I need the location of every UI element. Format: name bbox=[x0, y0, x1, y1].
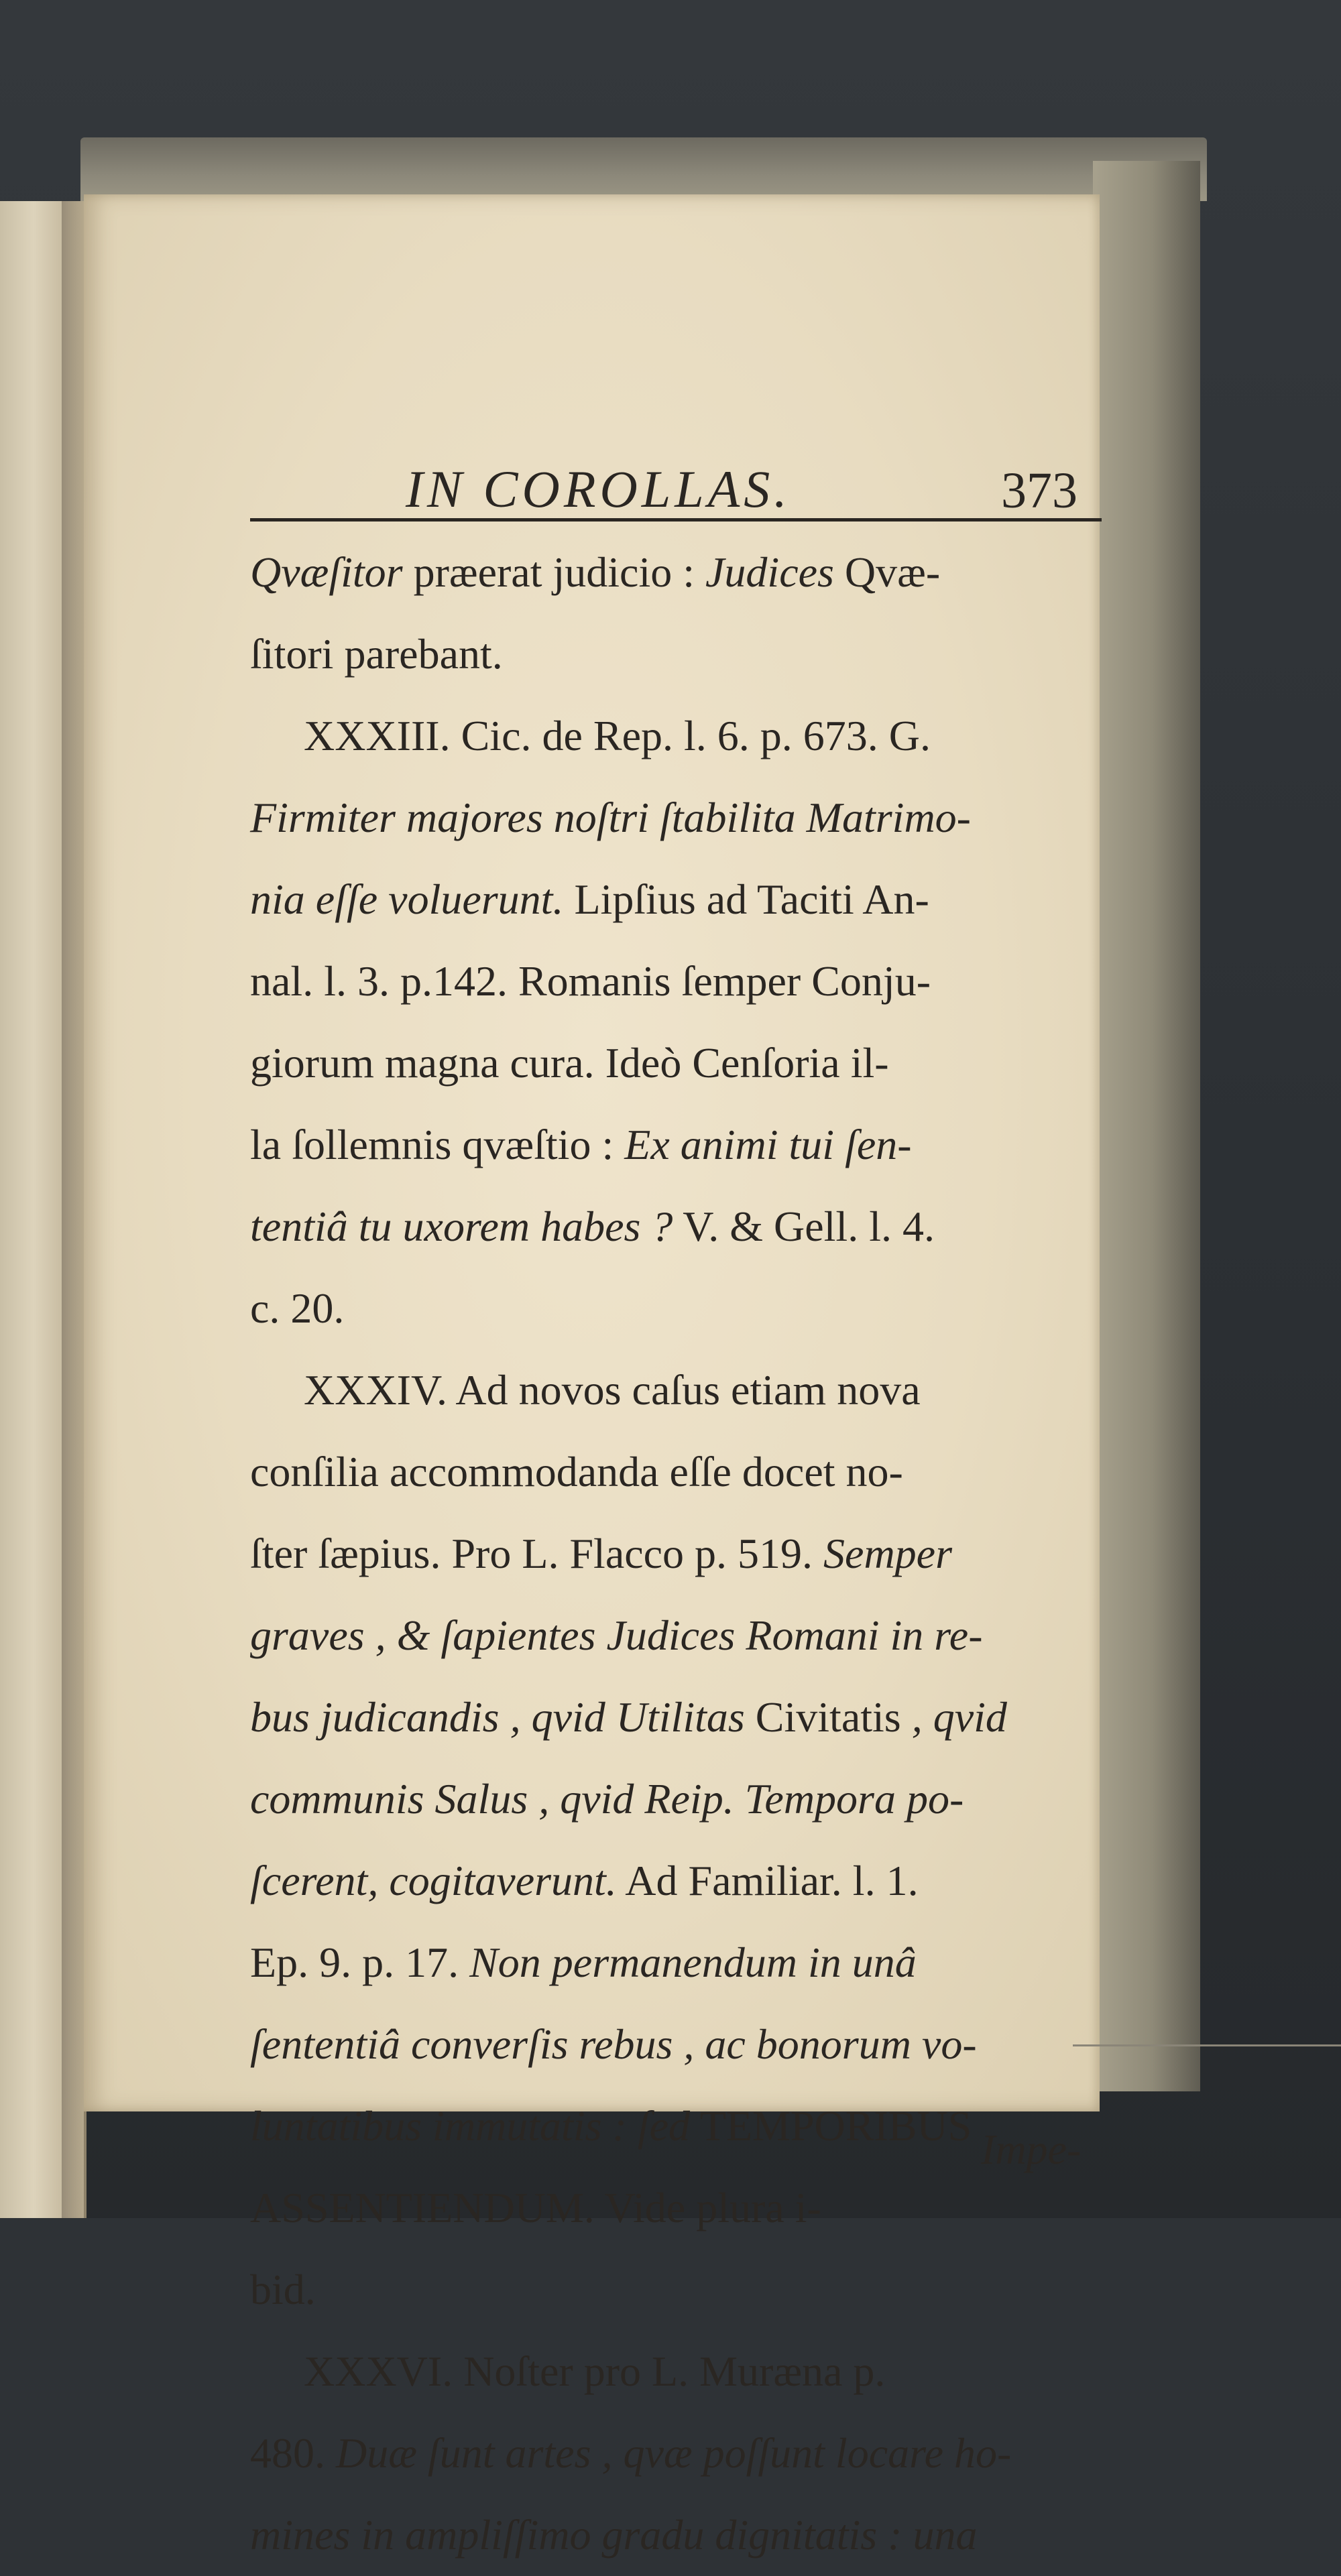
text-line bbox=[250, 940, 1115, 1022]
italic-text: mines in ampliſſimo gradu dignitatis : una bbox=[250, 2511, 978, 2559]
italic-text: Non permanendum in unâ bbox=[469, 1939, 917, 1986]
italic-text: Qvæſitor bbox=[250, 548, 403, 596]
text-line bbox=[250, 2167, 1115, 2249]
italic-text: bus judicandis , qvid Utilitas bbox=[250, 1693, 756, 1741]
text-line bbox=[250, 1268, 1115, 1349]
roman-text: XXXIII. Cic. de Rep. l. 6. p. 673. G. bbox=[304, 712, 931, 759]
text-line bbox=[250, 1513, 1115, 1595]
roman-text: XXXVI. Noſter pro L. Muræna p. bbox=[304, 2347, 886, 2395]
running-head-title: IN COROLLAS. bbox=[406, 460, 791, 518]
roman-text: la ſollemnis qvæſtio : bbox=[250, 1121, 625, 1168]
roman-text: ſitori parebant. bbox=[250, 630, 503, 678]
italic-text: communis Salus , qvid Reip. Tempora po- bbox=[250, 1775, 964, 1823]
page-number: 373 bbox=[1001, 463, 1077, 519]
roman-text: Lipſius ad Taciti An- bbox=[563, 875, 929, 923]
italic-text: tentiâ tu uxorem habes ? bbox=[250, 1203, 673, 1250]
text-line bbox=[250, 2494, 1115, 2576]
roman-text: Civitatis bbox=[755, 1693, 901, 1741]
italic-text: ſententiâ converſis rebus , ac bonorum vo- bbox=[250, 2020, 977, 2068]
body-text bbox=[250, 532, 1115, 2576]
text-line bbox=[250, 1349, 1115, 1431]
text-line bbox=[250, 613, 1115, 695]
text-line bbox=[250, 532, 1115, 613]
text-line bbox=[250, 2412, 1115, 2494]
text-line bbox=[250, 1104, 1115, 1186]
roman-text: Qvæ- bbox=[833, 548, 941, 596]
text-line bbox=[250, 1595, 1115, 1676]
roman-text: nal. l. 3. p.142. Romanis ſemper Conju- bbox=[250, 957, 931, 1005]
roman-text: V. & Gell. l. 4. bbox=[673, 1203, 935, 1250]
head-rule-divider bbox=[250, 518, 1102, 522]
scan-crop-line bbox=[1073, 2044, 1341, 2046]
text-line bbox=[250, 1922, 1115, 2004]
italic-text: , qvid bbox=[900, 1693, 1007, 1741]
roman-text: c. 20. bbox=[250, 1284, 345, 1332]
text-line bbox=[250, 2249, 1115, 2331]
book-cover-top-edge bbox=[80, 137, 1207, 201]
roman-text: ASSENTIENDUM. Vide plura i- bbox=[250, 2184, 821, 2231]
italic-text: luntatibus immutatis : ſed bbox=[250, 2102, 690, 2150]
italic-text: graves , & ſapientes Judices Romani in re- bbox=[250, 1611, 983, 1659]
italic-text: Semper bbox=[823, 1530, 952, 1577]
gutter-shadow bbox=[62, 201, 86, 2218]
italic-text: Ex animi tui ſen- bbox=[624, 1121, 912, 1168]
text-line bbox=[250, 695, 1115, 777]
roman-text: ſter ſæpius. Pro L. Flacco p. 519. bbox=[250, 1530, 824, 1577]
text-line bbox=[250, 1758, 1115, 1840]
italic-text: Duæ ſunt artes , qvæ poſſunt locare ho- bbox=[336, 2429, 1012, 2477]
text-line bbox=[250, 777, 1115, 859]
roman-text: TEMPORIBUS bbox=[690, 2102, 972, 2150]
roman-text: præerat judicio : bbox=[402, 548, 705, 596]
book-page bbox=[84, 194, 1100, 2559]
roman-text: 480. bbox=[250, 2429, 336, 2477]
text-line bbox=[250, 1840, 1115, 1922]
roman-text: XXXIV. Ad novos caſus etiam nova bbox=[304, 1366, 921, 1414]
roman-text: giorum magna cura. Ideò Cenſoria il- bbox=[250, 1039, 889, 1087]
text-line bbox=[250, 1022, 1115, 1104]
text-line bbox=[250, 2004, 1115, 2085]
italic-text: Firmiter majores noſtri ſtabilita Matrimo- bbox=[250, 794, 971, 841]
roman-text: bid. bbox=[250, 2266, 316, 2313]
text-line bbox=[250, 859, 1115, 940]
text-line bbox=[250, 1431, 1115, 1513]
italic-text: ſcerent, cogitaverunt. bbox=[250, 1857, 617, 1904]
roman-text: conſilia accommodanda eſſe docet no- bbox=[250, 1448, 903, 1495]
italic-text: nia eſſe voluerunt. bbox=[250, 875, 564, 923]
text-line bbox=[250, 1186, 1115, 1268]
roman-text: Ad Familiar. l. 1. bbox=[616, 1857, 919, 1904]
text-line bbox=[250, 2331, 1115, 2412]
page-text-block bbox=[250, 459, 1122, 2559]
running-head bbox=[250, 459, 1122, 526]
italic-text: Judices bbox=[705, 548, 834, 596]
catchword: Impe- bbox=[981, 2126, 1082, 2173]
text-line bbox=[250, 1676, 1115, 1758]
roman-text: Ep. 9. p. 17. bbox=[250, 1939, 470, 1986]
